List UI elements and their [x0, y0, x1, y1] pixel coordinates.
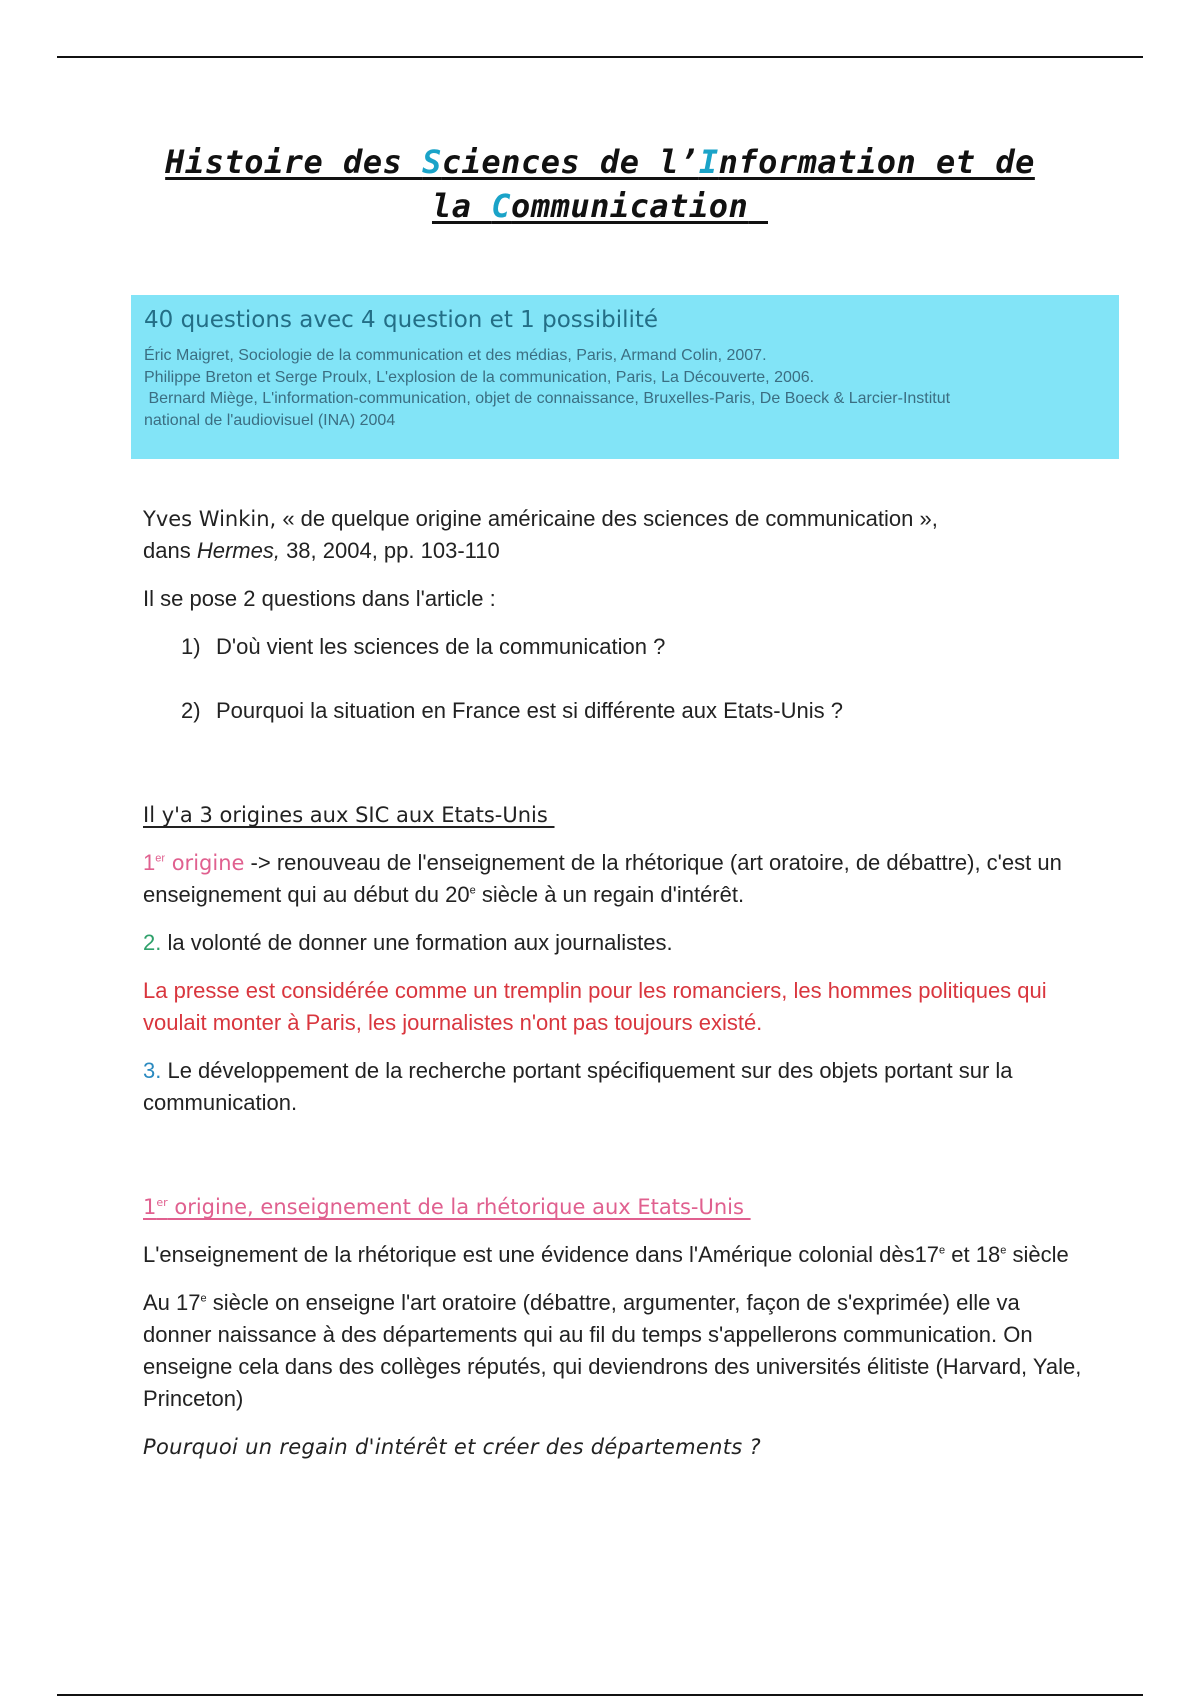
press-note: La presse est considérée comme un tremplin pour les romanciers, les hommes politiques qui voulait monter à Paris, les journalistes n'ont pas toujours existé.: [143, 978, 1047, 1035]
paragraph-rhetoric-2: Au 17e siècle on enseigne l'art oratoire (débattre, argumenter, façon de s'exprimée) elle va donner naissance à des départements qui au fil du temps s'appellerons communication. On enseigne cela dans des collèges réputés, qui deviendrons des universités élitiste (Harvard, Yale, Princeton): [143, 1290, 1082, 1411]
citation: Yves Winkin, « de quelque origine américaine des sciences de communication », dans Hermes, 38, 2004, pp. 103-110: [143, 506, 938, 563]
origin-3: 3. Le développement de la recherche portant spécifiquement sur des objets portant sur la communication.: [143, 1058, 1013, 1115]
top-rule: [57, 56, 1143, 58]
intro-text: Il se pose 2 questions dans l'article :: [143, 586, 496, 611]
questions-list: [181, 631, 1083, 727]
info-box: [131, 295, 1119, 459]
paragraph-rhetoric-1: L'enseignement de la rhétorique est une évidence dans l'Amérique colonial dès17e et 18e siècle: [143, 1242, 1069, 1267]
list-item: 1) D'où vient les sciences de la communication ?: [181, 634, 666, 659]
citation-author: Yves Winkin,: [143, 507, 277, 531]
info-heading: 40 questions avec 4 question et 1 possibilité: [144, 307, 659, 333]
list-item: 2) Pourquoi la situation en France est si différente aux Etats-Unis ?: [181, 698, 843, 723]
reference-3-cont: national de l'audiovisuel (INA) 2004: [144, 411, 396, 429]
section-heading-rhetoric: 1er origine, enseignement de la rhétorique aux Etats-Unis: [143, 1195, 751, 1219]
origin-2: 2. la volonté de donner une formation aux journalistes.: [143, 930, 673, 955]
reference-2: Philippe Breton et Serge Proulx, L'explosion de la communication, Paris, La Découverte, 2006.: [144, 368, 815, 386]
reference-3: Bernard Miège, L'information-communication, objet de connaissance, Bruxelles-Paris, De Boeck & Larcier-Institut: [144, 390, 951, 407]
reference-1: Éric Maigret, Sociologie de la communication et des médias, Paris, Armand Colin, 2007.: [144, 347, 767, 364]
origin-1: 1er origine -> renouveau de l'enseignement de la rhétorique (art oratoire, de débattre), c'est un enseignement qui au début du 20e siècle à un regain d'intérêt.: [143, 850, 1062, 907]
bottom-rule: [57, 1694, 1143, 1696]
journal-name: Hermes,: [196, 538, 280, 563]
document-body: [143, 503, 1083, 1479]
page-title: Histoire des Sciences de l’Information et de la Communication: [165, 143, 1035, 225]
italic-question: Pourquoi un regain d'intérêt et créer des départements ?: [143, 1435, 761, 1459]
section-heading-origins: Il y'a 3 origines aux SIC aux Etats-Unis: [143, 803, 555, 827]
